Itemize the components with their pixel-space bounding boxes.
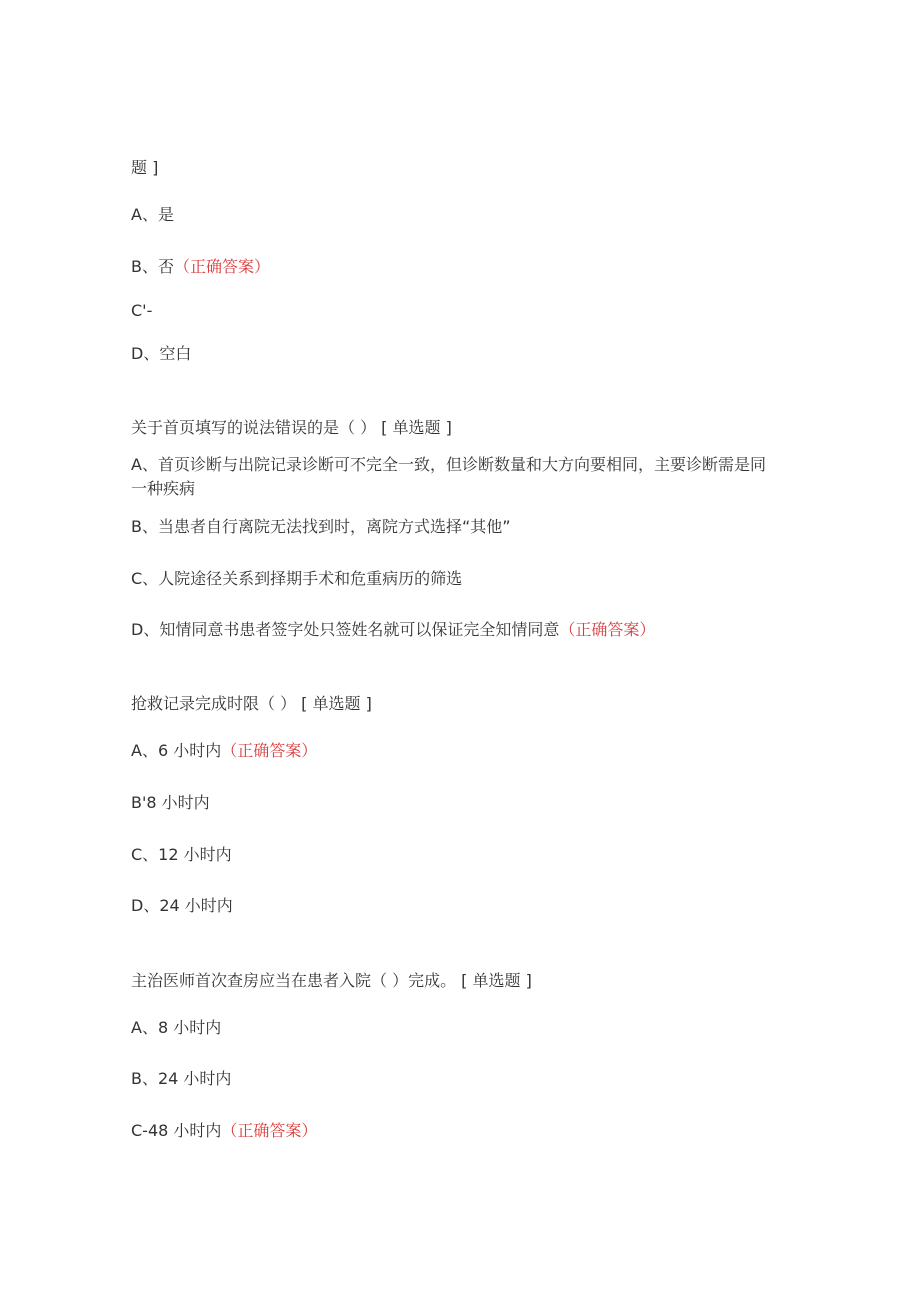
question-title: 抢救记录完成时限（ ） [ 单选题 ]	[131, 694, 372, 713]
option-c: C'-	[131, 301, 153, 320]
option-a	[131, 739, 791, 763]
correct-answer-tag: （正确答案）	[221, 741, 318, 760]
option-a: A、是	[131, 205, 174, 224]
question-title-tail: 题 ]	[131, 158, 159, 177]
option-b: B、24 小时内	[131, 1069, 232, 1088]
option-c: C、人院途径关系到择期手术和危重病历的筛选	[131, 569, 463, 588]
option-text: C-48 小时内	[131, 1121, 222, 1140]
option-text: D、知情同意书患者签字处只签姓名就可以保证完全知情同意	[131, 620, 560, 639]
question-title: 主治医师首次查房应当在患者入院（ ）完成。 [ 单选题 ]	[131, 971, 532, 990]
correct-answer-tag: （正确答案）	[173, 257, 270, 276]
option-d: D、24 小时内	[131, 896, 233, 915]
option-c: C、12 小时内	[131, 845, 232, 864]
option-c	[131, 1119, 791, 1143]
correct-answer-tag: （正确答案）	[221, 1121, 318, 1140]
option-b: B'8 小时内	[131, 793, 210, 812]
option-d	[131, 618, 791, 642]
option-text: A、6 小时内	[131, 741, 222, 760]
option-a: A、首页诊断与出院记录诊断可不完全一致，但诊断数量和大方向要相同，主要诊断需是同一种疾病	[131, 455, 766, 498]
option-d: D、空白	[131, 344, 192, 363]
option-text: B、否	[131, 257, 174, 276]
option-a: A、8 小时内	[131, 1018, 222, 1037]
option-b: B、当患者自行离院无法找到时，离院方式选择“其他”	[131, 517, 511, 536]
question-title: 关于首页填写的说法错误的是（ ） [ 单选题 ]	[131, 418, 452, 437]
correct-answer-tag: （正确答案）	[559, 620, 656, 639]
option-b	[131, 255, 791, 279]
